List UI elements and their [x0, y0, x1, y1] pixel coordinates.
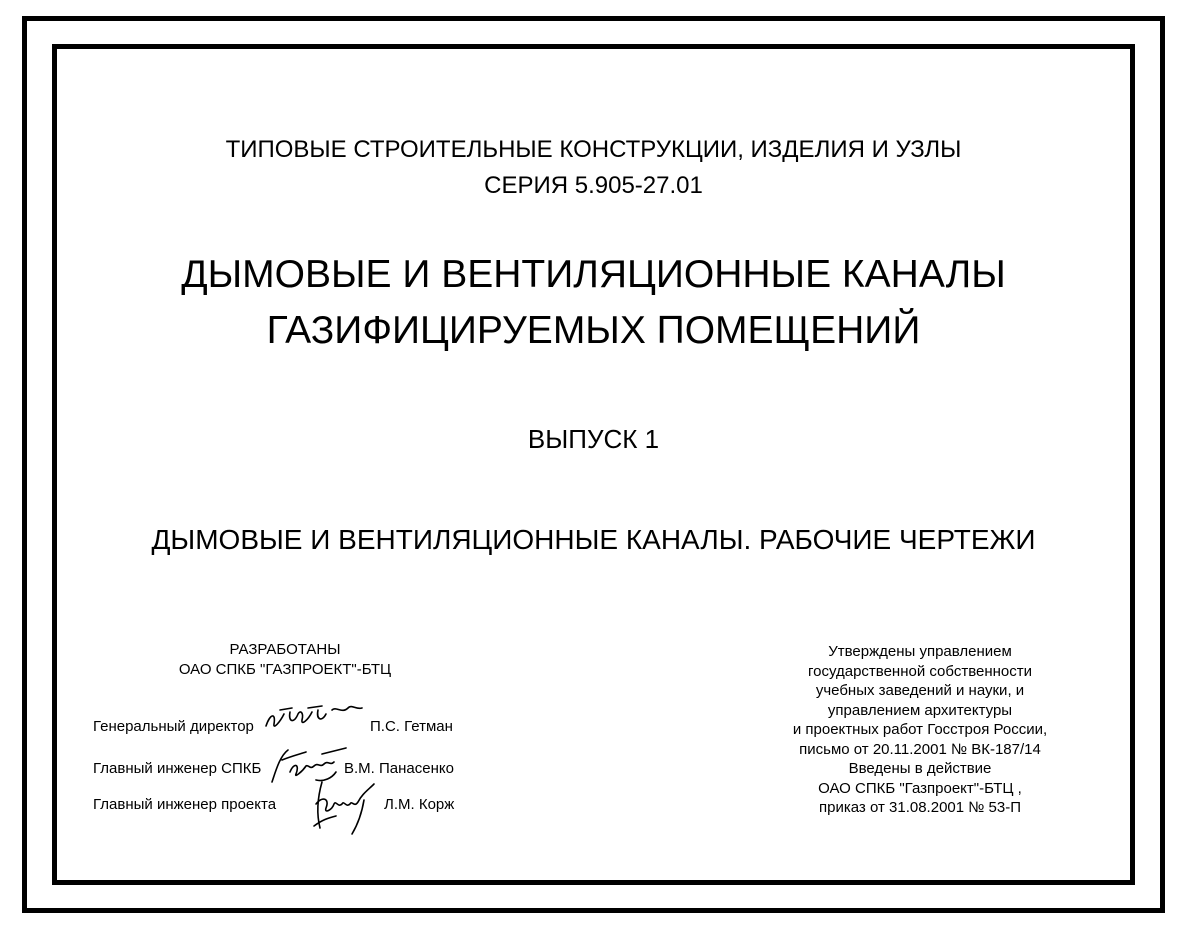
approval-block: [740, 642, 1100, 818]
approval-line: учебных заведений и науки, и: [815, 682, 1025, 699]
approval-line: Введены в действие: [848, 760, 992, 777]
signatory-role: Главный инженер проекта: [93, 796, 277, 813]
signature-director: [262, 700, 367, 734]
approval-line: и проектных работ Госстроя России,: [792, 721, 1048, 738]
approval-line: управлением архитектуры: [827, 701, 1013, 719]
approval-line: ОАО СПКБ "Газпроект"-БТЦ ,: [818, 779, 1022, 797]
developed-org: ОАО СПКБ "ГАЗПРОЕКТ"-БТЦ: [178, 661, 392, 678]
developed-block: [140, 640, 430, 680]
approval-line: государственной собственности: [808, 662, 1032, 680]
approval-line: Утверждены управлением: [828, 643, 1012, 660]
main-title-line-2: ГАЗИФИЦИРУЕМЫХ ПОМЕЩЕНИЙ: [266, 309, 921, 352]
signatory-name: П.С. Гетман: [370, 718, 453, 735]
signatory-name: В.М. Панасенко: [344, 760, 454, 777]
approval-line: письмо от 20.11.2001 № ВК-187/14: [799, 740, 1041, 758]
signature-project-engineer: [308, 776, 384, 838]
subtitle: ДЫМОВЫЕ И ВЕНТИЛЯЦИОННЫЕ КАНАЛЫ. РАБОЧИЕ ЧЕРТЕЖИ: [151, 524, 1036, 555]
approval-line: приказ от 31.08.2001 № 53-П: [819, 799, 1021, 816]
developed-label: РАЗРАБОТАНЫ: [229, 641, 341, 658]
series-number: СЕРИЯ 5.905-27.01: [484, 172, 703, 199]
main-title-line-1: ДЫМОВЫЕ И ВЕНТИЛЯЦИОННЫЕ КАНАЛЫ: [181, 253, 1006, 296]
signatory-role: Главный инженер СПКБ: [93, 760, 262, 777]
issue-number: ВЫПУСК 1: [527, 424, 660, 454]
series-title: ТИПОВЫЕ СТРОИТЕЛЬНЫЕ КОНСТРУКЦИИ, ИЗДЕЛИЯ И УЗЛЫ: [225, 136, 962, 163]
signatory-role: Генеральный директор: [93, 718, 254, 735]
signatory-name: Л.М. Корж: [384, 796, 455, 813]
